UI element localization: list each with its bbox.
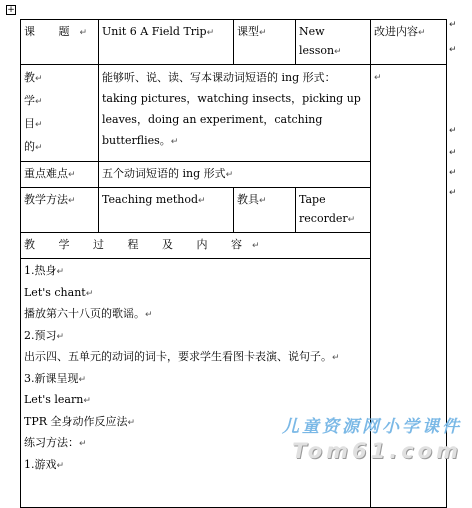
method-value-cell[interactable]: Teaching method↵ [99,188,234,233]
process-line: 播放第六十八页的歌谣。↵ [24,307,153,320]
process-line: 1.游戏↵ [24,457,65,471]
process-line: 3.新课呈现↵ [24,371,87,385]
table-move-handle[interactable]: + [7,5,15,15]
objectives-text-cell[interactable]: 能够听、说、读、写本课动词短语的 ing 形式：taking pictures，watching insects，picking up leaves，doing an experiment，catching butterflies。↵ [99,65,371,162]
topic-row [21,20,447,65]
lesson-type-label-cell: 课型↵ [234,20,296,65]
teaching-aid-label-cell: 教具↵ [234,188,296,233]
watermark-chinese-text: 儿童资源网小学课件 [282,417,462,437]
revision-label-cell: 改进内容↵ [371,20,447,65]
key-points-value-cell[interactable]: 五个动词短语的 ing 形式↵ [99,162,371,188]
key-points-label-cell: 重点难点↵ [21,162,99,188]
method-label-cell: 教学方法↵ [21,188,99,233]
process-line: TPR 全身动作反应法↵ [24,414,136,428]
process-line: 2.预习↵ [24,328,65,342]
process-line: 出示四、五单元的动词的词卡，要求学生看图卡表演、说句子。↵ [24,350,340,363]
row-end-mark-1: ↵ [449,20,457,30]
process-line: Let's chant↵ [24,285,94,299]
lesson-type-value-cell[interactable]: New lesson↵ [296,20,371,65]
objectives-row [21,65,447,162]
row-end-mark-2: ↵ [449,45,457,55]
row-end-mark-5: ↵ [449,168,457,178]
row-end-mark-6: ↵ [449,188,457,198]
process-content-cell[interactable] [21,259,371,508]
objectives-label-cell: 教↵ 学↵ 目↵ 的↵ [21,65,99,162]
process-line: Let's learn↵ [24,393,91,406]
process-line: 练习方法：↵ [24,436,87,449]
process-header-cell: 教 学 过 程 及 内 容↵ [21,233,371,259]
site-watermark [282,412,462,463]
teaching-aid-value-cell[interactable]: Tape recorder↵ [296,188,371,233]
row-end-mark-4: ↵ [449,148,457,158]
topic-label-cell: 课 题↵ [21,20,99,65]
row-end-mark-3: ↵ [449,126,457,136]
process-line: 1.热身↵ [24,264,65,277]
watermark-url-logo: Tom61.com [292,439,462,463]
revision-content-cell[interactable]: ↵ [371,65,447,508]
topic-value-cell[interactable]: Unit 6 A Field Trip↵ [99,20,234,65]
